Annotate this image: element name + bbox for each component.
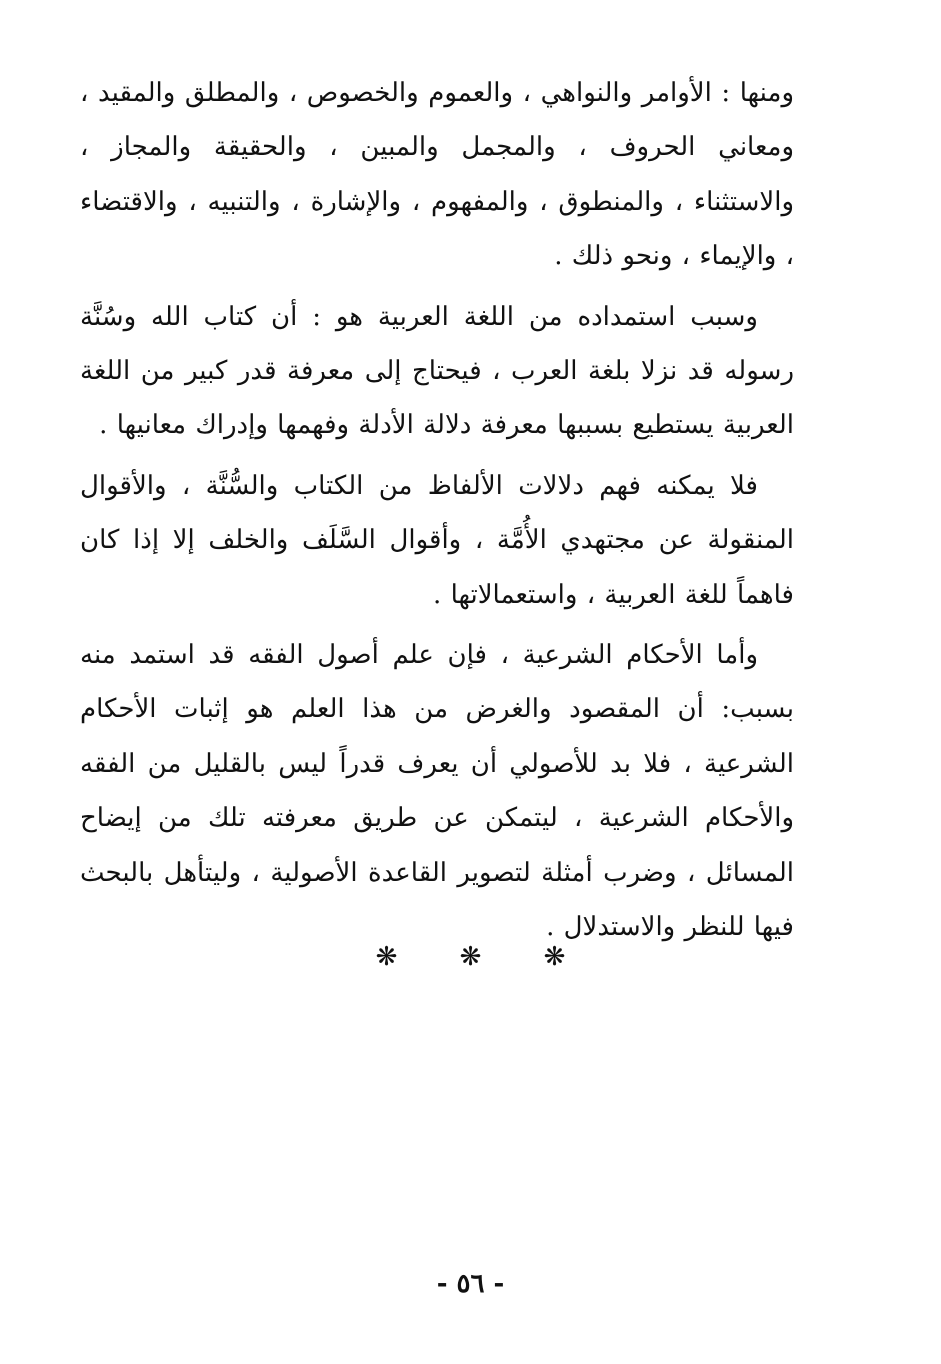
paragraph-4: وأما الأحكام الشرعية ، فإن علم أصول الفقه قد استمد منه بسبب: أن المقصود والغرض من هذا العلم هو إثبات الأحكام الشرعية ، فلا بد للأصولي أن يعرف قدراً ليس بالقليل من الفقه والأحكام الشرعية ، ليتمكن عن طريق معرفته تلك من إيضاح المسائل ، وضرب أمثلة لتصوير القاعدة الأصولية ، وليتأهل بالبحث فيها للنظر والاستدلال .	[80, 640, 794, 943]
page-body	[80, 66, 794, 955]
page-number: - ٥٦ -	[436, 1269, 505, 1299]
paragraph-3: فلا يمكنه فهم دلالات الألفاظ من الكتاب والسُّنَّة ، والأقوال المنقولة عن مجتهدي الأُمَّة ، وأقوال السَّلَف والخلف إلا إذا كان فاهماً للغة العربية ، واستعمالاتها .	[80, 470, 795, 610]
asterism-icon: ❋	[375, 942, 398, 972]
paragraph-2: وسبب استمداده من اللغة العربية هو : أن كتاب الله وسُنَّة رسوله قد نزلا بلغة العرب ، فيحتاج إلى معرفة قدر كبير من اللغة العربية يستطيع بسببها معرفة دلالة الأدلة وفهمها وإدراك معانيها .	[80, 301, 794, 441]
asterism-icon: ❋	[543, 942, 566, 972]
section-separator	[0, 937, 941, 977]
asterism-icon: ❋	[459, 942, 482, 972]
paragraph-1: ومنها : الأوامر والنواهي ، والعموم والخصوص ، والمطلق والمقيد ، ومعاني الحروف ، والمجمل والمبين ، والحقيقة والمجاز ، والاستثناء ، والمنطوق ، والمفهوم ، والإشارة ، والتنبيه ، والاقتضاء ، والإيماء ، ونحو ذلك .	[80, 78, 794, 272]
